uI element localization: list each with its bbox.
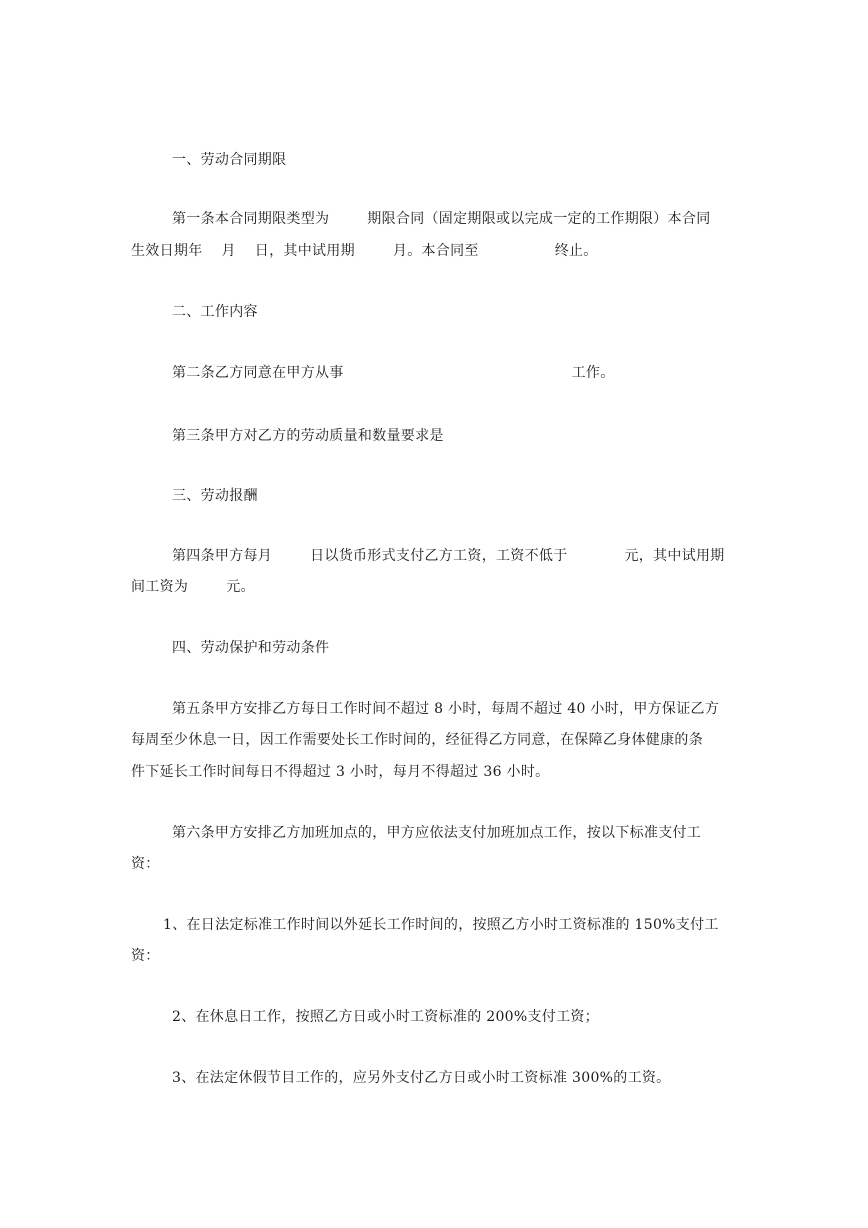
article-1-line-2: 生效日期年 月 日，其中试用期 月。本合同至 终止。: [131, 243, 598, 259]
article-6-line-1: 第六条甲方安排乙方加班加点的，甲方应依法支付加班加点工作，按以下标准支付工: [172, 825, 702, 841]
list-item-2: 2、在休息日工作，按照乙方日或小时工资标准的 200%支付工资；: [172, 1009, 599, 1025]
list-item-1-line-2: 资：: [131, 948, 160, 964]
list-item-3: 3、在法定休假节目工作的，应另外支付乙方日或小时工资标准 300%的工资。: [172, 1070, 671, 1086]
article-1-line-1: 第一条本合同期限类型为 期限合同（固定期限或以完成一定的工作期限）本合同: [172, 211, 711, 227]
article-6-line-2: 资：: [131, 856, 160, 872]
article-4-line-1: 第四条甲方每月 日以货币形式支付乙方工资，工资不低于 元，其中试用期: [172, 548, 725, 564]
article-4-line-2: 间工资为 元。: [131, 579, 255, 595]
section-heading-work: 二、工作内容: [172, 304, 258, 320]
article-5-line-2: 每周至少休息一日，因工作需要处长工作时间的，经征得乙方同意，在保障乙身体健康的条: [131, 732, 703, 748]
section-heading-term: 一、劳动合同期限: [172, 152, 287, 168]
article-3: 第三条甲方对乙方的劳动质量和数量要求是: [172, 428, 444, 444]
section-heading-protection: 四、劳动保护和劳动条件: [172, 640, 330, 656]
article-5-line-3: 件下延长工作时间每日不得超过 3 小时，每月不得超过 36 小时。: [131, 764, 550, 780]
section-heading-pay: 三、劳动报酬: [172, 488, 258, 504]
article-5-line-1: 第五条甲方安排乙方每日工作时间不超过 8 小时，每周不超过 40 小时，甲方保证乙方: [172, 701, 720, 717]
article-2: 第二条乙方同意在甲方从事 工作。: [172, 365, 615, 381]
list-item-1-line-1: 1、在日法定标准工作时间以外延长工作时间的，按照乙方小时工资标准的 150%支付工: [163, 917, 719, 933]
